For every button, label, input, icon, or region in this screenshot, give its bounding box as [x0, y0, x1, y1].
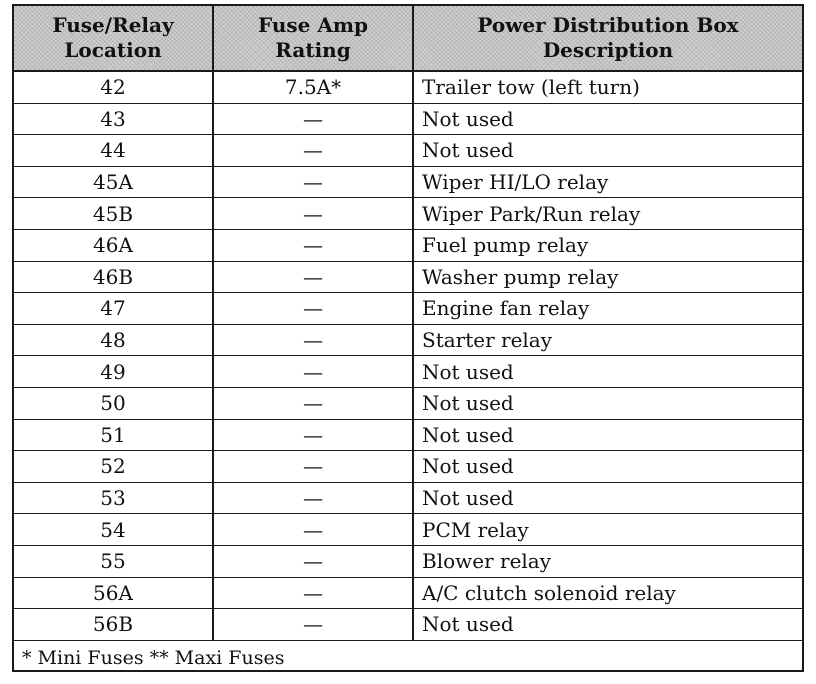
table-row [14, 451, 802, 483]
cell-location: 45B [14, 198, 214, 229]
table-row [14, 325, 802, 357]
table-row [14, 546, 802, 578]
cell-description: Blower relay [422, 549, 552, 574]
cell-amp-rating: — [214, 198, 414, 229]
cell-description: Not used [422, 138, 514, 163]
header-description: Power Distribution Box Description [477, 13, 739, 62]
table-row [14, 356, 802, 388]
table-header [14, 6, 802, 72]
cell-amp-rating: 7.5A* [214, 72, 414, 103]
cell-description: A/C clutch solenoid relay [422, 580, 676, 605]
cell-location: 56A [14, 578, 214, 609]
cell-amp-rating: — [214, 514, 414, 545]
footnote: * Mini Fuses ** Maxi Fuses [22, 646, 285, 669]
cell-description: Fuel pump relay [422, 233, 589, 258]
cell-description: Not used [422, 486, 514, 511]
cell-description: Not used [422, 454, 514, 479]
cell-amp-rating: — [214, 293, 414, 324]
cell-location: 52 [14, 451, 214, 482]
cell-amp-rating: — [214, 262, 414, 293]
cell-description: Not used [422, 612, 514, 637]
cell-amp-rating: — [214, 420, 414, 451]
table-row [14, 514, 802, 546]
cell-location: 44 [14, 135, 214, 166]
table-row [14, 72, 802, 104]
cell-description: Wiper Park/Run relay [422, 201, 641, 226]
cell-amp-rating: — [214, 356, 414, 387]
cell-amp-rating: — [214, 167, 414, 198]
table-row [14, 388, 802, 420]
table-body [14, 72, 802, 641]
cell-location: 55 [14, 546, 214, 577]
table-row [14, 230, 802, 262]
cell-description: Not used [422, 106, 514, 131]
cell-location: 48 [14, 325, 214, 356]
table-row [14, 262, 802, 294]
cell-description: PCM relay [422, 517, 529, 542]
cell-description: Trailer tow (left turn) [422, 75, 640, 100]
cell-amp-rating: — [214, 578, 414, 609]
cell-location: 53 [14, 483, 214, 514]
cell-location: 46B [14, 262, 214, 293]
cell-location: 56B [14, 609, 214, 640]
cell-amp-rating: — [214, 609, 414, 640]
cell-location: 46A [14, 230, 214, 261]
table-row [14, 167, 802, 199]
header-location: Fuse/Relay Location [14, 6, 214, 70]
cell-description: Not used [422, 391, 514, 416]
cell-location: 42 [14, 72, 214, 103]
header-amp-rating: Fuse Amp Rating [214, 6, 414, 70]
cell-location: 43 [14, 104, 214, 135]
table-row [14, 420, 802, 452]
cell-description: Not used [422, 422, 514, 447]
cell-amp-rating: — [214, 483, 414, 514]
cell-location: 45A [14, 167, 214, 198]
cell-location: 51 [14, 420, 214, 451]
cell-amp-rating: — [214, 135, 414, 166]
table-row [14, 293, 802, 325]
cell-amp-rating: — [214, 388, 414, 419]
table-row [14, 578, 802, 610]
cell-location: 54 [14, 514, 214, 545]
cell-description: Engine fan relay [422, 296, 590, 321]
cell-amp-rating: — [214, 230, 414, 261]
cell-description: Wiper HI/LO relay [422, 170, 609, 195]
cell-description: Starter relay [422, 328, 553, 353]
cell-amp-rating: — [214, 451, 414, 482]
table-row [14, 104, 802, 136]
cell-amp-rating: — [214, 546, 414, 577]
cell-amp-rating: — [214, 104, 414, 135]
cell-location: 50 [14, 388, 214, 419]
table-row [14, 483, 802, 515]
cell-location: 47 [14, 293, 214, 324]
cell-description: Washer pump relay [422, 264, 619, 289]
fuse-table [12, 4, 804, 672]
cell-amp-rating: — [214, 325, 414, 356]
table-row [14, 609, 802, 641]
cell-location: 49 [14, 356, 214, 387]
cell-description: Not used [422, 359, 514, 384]
table-row [14, 135, 802, 167]
table-row [14, 198, 802, 230]
